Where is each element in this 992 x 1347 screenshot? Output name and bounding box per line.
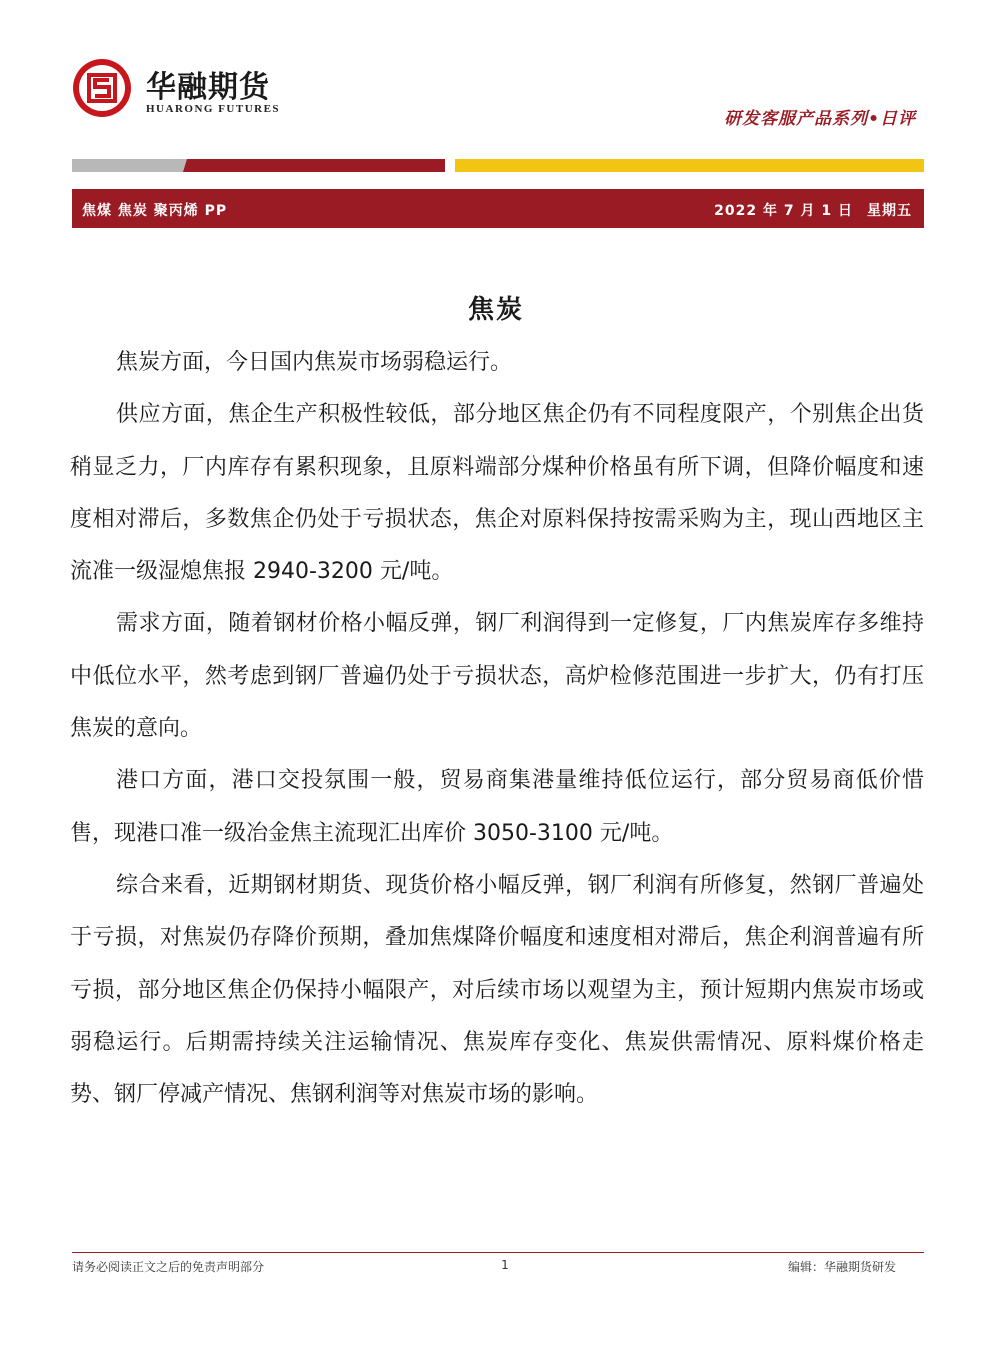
paragraph-summary: 综合来看，近期钢材期货、现货价格小幅反弹，钢厂利润有所修复，然钢厂普遍处于亏损，对焦炭仍存降价预期，叠加焦煤降价幅度和速度相对滞后，焦企利润普遍有所亏损，部分地区焦企仍保持小幅限产，对后续市场以观望为主，预计短期内焦炭市场或弱稳运行。后期需持续关注运输情况、焦炭库存变化、焦炭供需情况、原料煤价格走势、钢厂停减产情况、焦钢利润等对焦炭市场的影响。 xyxy=(70,872,924,1108)
product-list: 焦煤 焦炭 聚丙烯 PP xyxy=(82,203,228,219)
paragraph-demand: 需求方面，随着钢材价格小幅反弹，钢厂利润得到一定修复，厂内焦炭库存多维持中低位水平，然考虑到钢厂普遍仍处于亏损状态，高炉检修范围进一步扩大，仍有打压焦炭的意向。 xyxy=(70,611,924,742)
paragraph-port: 港口方面，港口交投氛围一般，贸易商集港量维持低位运行，部分贸易商低价惜售，现港口准一级冶金焦主流现汇出库价 3050-3100 元/吨。 xyxy=(70,768,924,846)
header-bar-red xyxy=(183,159,445,172)
report-date: 2022 年 7 月 1 日 xyxy=(714,203,853,219)
report-date-block xyxy=(700,200,912,220)
page-number: 1 xyxy=(501,1258,509,1272)
footer-disclaimer: 请务必阅读正文之后的免责声明部分 xyxy=(72,1260,265,1274)
footer-divider xyxy=(72,1252,924,1253)
article-title: 焦炭 xyxy=(467,295,524,325)
product-date-banner xyxy=(72,189,924,228)
report-series: 研发客服产品系列•日评 xyxy=(724,109,916,129)
footer-editor: 编辑：华融期货研发 xyxy=(787,1260,896,1274)
header-bar-gray xyxy=(72,159,187,172)
brand-name-en: HUARONG FUTURES xyxy=(146,103,281,115)
article-body xyxy=(70,337,924,1121)
paragraph-supply: 供应方面，焦企生产积极性较低，部分地区焦企仍有不同程度限产，个别焦企出货稍显乏力，厂内库存有累积现象，且原料端部分煤种价格虽有所下调，但降价幅度和速度相对滞后，多数焦企仍处于亏损状态，焦企对原料保持按需采购为主，现山西地区主流准一级湿熄焦报 2940-3200 元/吨。 xyxy=(70,402,924,585)
paragraph-overview: 焦炭方面，今日国内焦炭市场弱稳运行。 xyxy=(116,350,513,375)
header-bar-yellow xyxy=(455,159,924,172)
report-weekday: 星期五 xyxy=(867,203,912,219)
brand-name-cn: 华融期货 xyxy=(146,70,270,105)
huarong-logo-icon xyxy=(72,58,132,118)
